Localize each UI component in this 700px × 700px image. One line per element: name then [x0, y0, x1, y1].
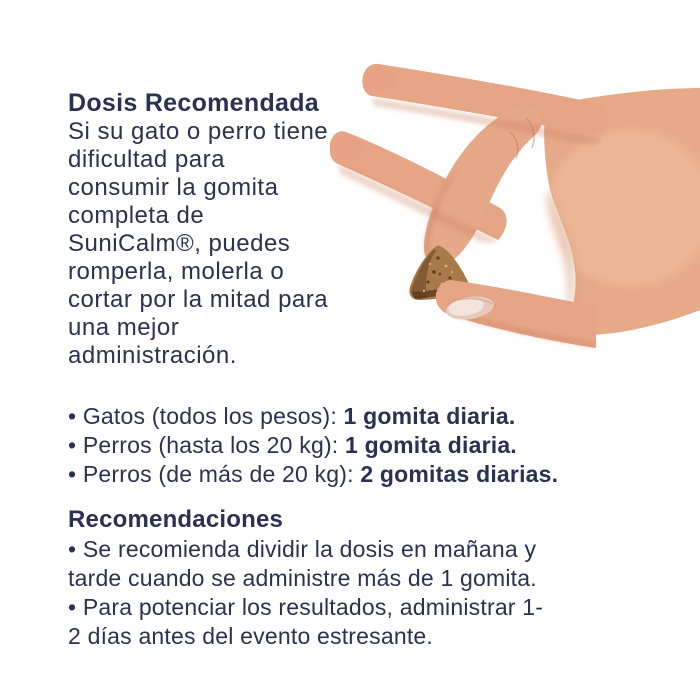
recommendation-line: tarde cuando se administre más de 1 gomita.	[68, 565, 537, 591]
dosage-item-small-dogs	[68, 431, 668, 460]
intro-line: cortar por la mitad para	[68, 286, 329, 313]
dosage-heading: Dosis Recomendada	[68, 89, 320, 117]
recommendations-heading: Recomendaciones	[68, 506, 284, 533]
dosage-item-value: 2 gomitas diarias.	[360, 461, 559, 487]
recommendations-section	[68, 505, 678, 651]
intro-line: completa de	[68, 202, 205, 229]
intro-line: dificultad para	[68, 146, 225, 173]
intro-line: romperla, molerla o	[68, 258, 285, 285]
intro-line: administración.	[68, 342, 237, 369]
dosage-item-text: • Gatos (todos los pesos):	[68, 403, 344, 429]
recommendation-line: 2 días antes del evento estresante.	[68, 623, 434, 649]
recommendation-line: • Se recomienda dividir la dosis en mañana y	[68, 536, 537, 562]
hand-pinching-gummy-image	[330, 58, 700, 370]
intro-line: Si su gato o perro tiene	[68, 118, 329, 145]
intro-line: una mejor	[68, 314, 180, 341]
intro-line: consumir la gomita	[68, 174, 279, 201]
dosage-item-text: • Perros (de más de 20 kg):	[68, 461, 361, 487]
recommendation-line: • Para potenciar los resultados, administrar 1-	[68, 594, 544, 620]
dosage-item-cats	[68, 402, 668, 431]
dosage-item-value: 1 gomita diaria.	[344, 432, 517, 458]
dosage-item-value: 1 gomita diaria.	[343, 403, 516, 429]
dosage-list	[68, 402, 668, 489]
intro-line: SuniCalm®, puedes	[68, 230, 291, 257]
dosage-item-text: • Perros (hasta los 20 kg):	[68, 432, 345, 458]
dosage-item-large-dogs	[68, 460, 668, 489]
hand-pinching-gummy-icon	[330, 58, 700, 370]
